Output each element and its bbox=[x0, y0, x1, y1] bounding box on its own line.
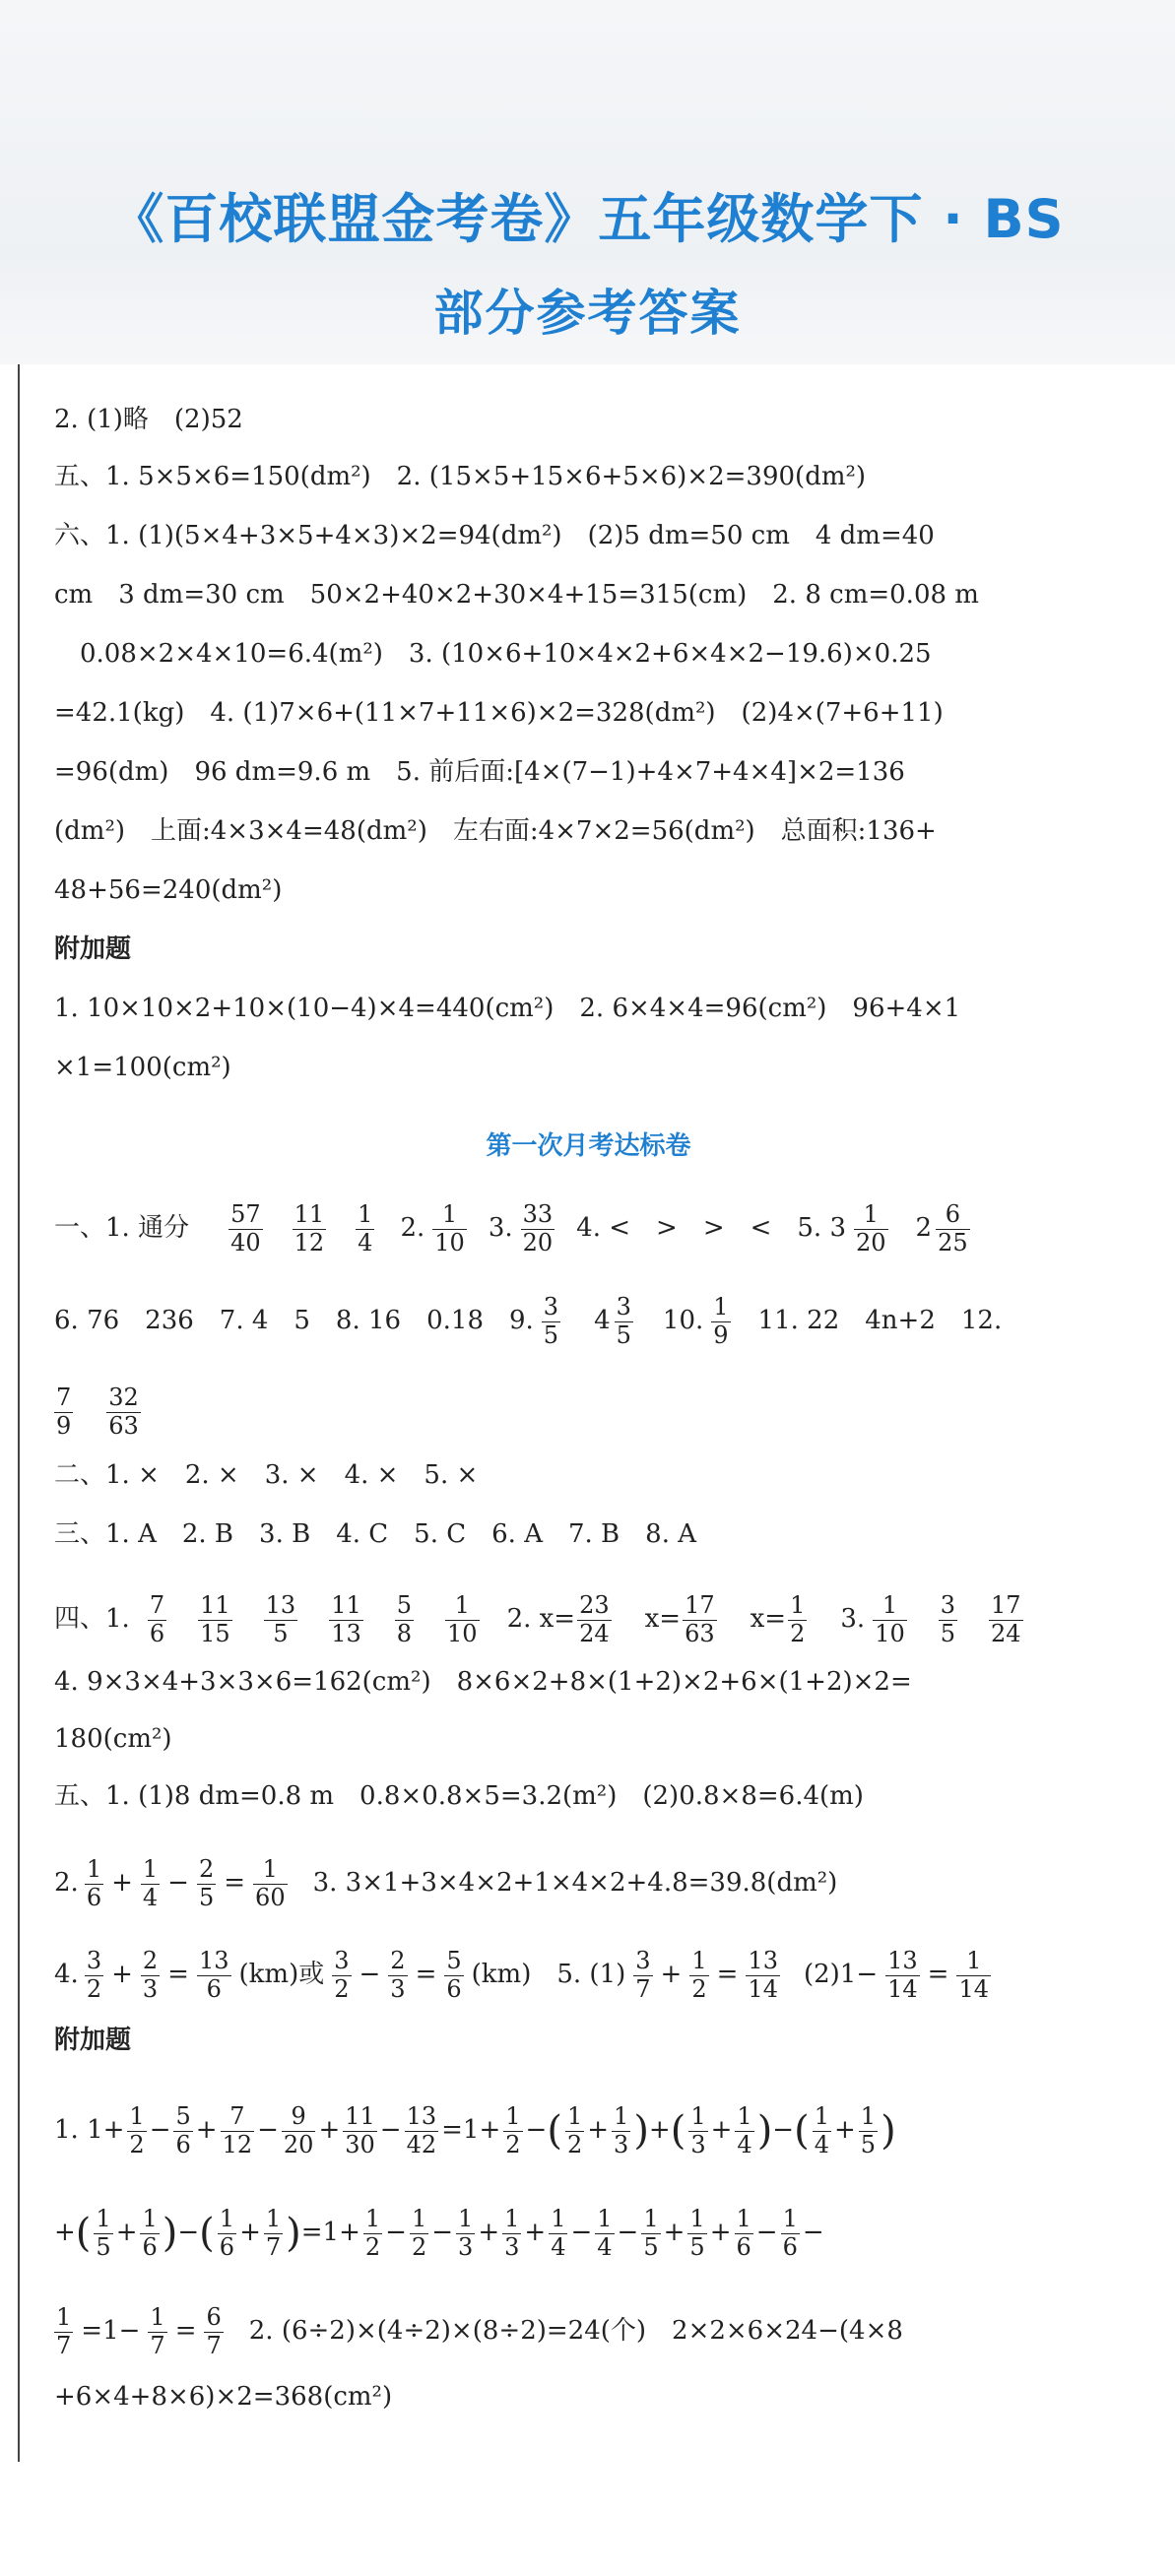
fraction: $\frac{13}{14}$ bbox=[887, 1946, 918, 2003]
left-paren: ( bbox=[199, 2211, 215, 2256]
fraction: $\frac{1}{3}$ bbox=[614, 2101, 629, 2158]
fraction: 3 2 bbox=[334, 1946, 350, 2003]
fraction: $\frac{1}{2}$ bbox=[411, 2204, 427, 2261]
fraction: 5 8 bbox=[396, 1590, 413, 1647]
section-title: 第一次月考达标卷 bbox=[486, 1131, 691, 1161]
answer-line: =42.1(kg) 4. (1)7×6+(11×7+11×6)×2=328(dm²) (2)4×(7+6+11) bbox=[54, 698, 944, 728]
fraction: 11 12 bbox=[294, 1199, 325, 1256]
fraction: 1 9 bbox=[713, 1292, 729, 1349]
fraction: 1 5 bbox=[96, 2204, 111, 2261]
right-paren: ) bbox=[756, 2108, 773, 2154]
fraction: 57 40 bbox=[230, 1199, 261, 1256]
fraction: 1 10 bbox=[447, 1590, 478, 1647]
left-paren: ( bbox=[670, 2108, 686, 2154]
answer-line: 2. (1)略 (2)52 bbox=[54, 405, 243, 434]
answer-line: $\frac{1}{7}$ =1− $\frac{1}{7}$ = $\frac{6}{7}$ 2. (6÷2)×(4÷2)×(8÷2)=24(个) 2×2×6×24−(4×8 bbox=[56, 2302, 903, 2359]
fraction: $\frac{1}{6}$ bbox=[736, 2204, 751, 2261]
fraction: $\frac{11}{30}$ bbox=[345, 2101, 375, 2158]
answer-line: 2. 1 6 + $\frac{1}{4}$ − $\frac{2}{5}$ = $\frac{1}{60}$ 3. 3×1+3×4×2+1×4×2+4.8=39.8(dm²) bbox=[54, 1854, 838, 1911]
fraction: $\frac{23}{24}$ bbox=[579, 1590, 610, 1647]
margin-line bbox=[18, 364, 20, 2462]
fraction: $\frac{1}{14}$ bbox=[958, 1946, 990, 2003]
answer-line: 二、1. × 2. × 3. × 4. × 5. × bbox=[54, 1460, 479, 1490]
fraction: $\frac{1}{7}$ bbox=[265, 2204, 282, 2261]
answer-line: 1. 10×10×2+10×(10−4)×4=440(cm²) 2. 6×4×4=96(cm²) 96+4×1 bbox=[54, 994, 961, 1023]
fraction: 1 6 bbox=[86, 1854, 102, 1911]
answer-line: 六、1. (1)(5×4+3×5+4×3)×2=94(dm²) (2)5 dm=50 cm 4 dm=40 bbox=[54, 521, 935, 550]
fraction: 3 5 bbox=[543, 1292, 559, 1349]
page-title: 《百校联盟金考卷》五年级数学下 · BS bbox=[110, 188, 1065, 250]
answer-line: 0.08×2×4×10=6.4(m²) 3. (10×6+10×4×2+6×4×2−19.6)×0.25 bbox=[80, 639, 932, 669]
fraction: 32 63 bbox=[108, 1383, 139, 1440]
fraction: $\frac{1}{5}$ bbox=[643, 2204, 659, 2261]
fraction: 33 20 bbox=[522, 1199, 554, 1256]
page-subtitle: 部分参考答案 bbox=[433, 285, 742, 342]
answer-line: 4. 9×3×4+3×3×6=162(cm²) 8×6×2+8×(1+2)×2+6×(1+2)×2= bbox=[54, 1667, 912, 1697]
fraction: $\frac{2}{5}$ bbox=[198, 1854, 215, 1911]
fraction: $\frac{5}{6}$ bbox=[175, 2101, 191, 2158]
fraction: 11 13 bbox=[331, 1590, 361, 1647]
fraction: $\frac{1}{2}$ bbox=[505, 2101, 521, 2158]
left-paren: ( bbox=[547, 2108, 562, 2154]
fraction: $\frac{7}{12}$ bbox=[222, 2101, 253, 2158]
fraction: 1 3 bbox=[690, 2101, 706, 2158]
answer-line: 三、1. A 2. B 3. B 4. C 5. C 6. A 7. B 8. A bbox=[54, 1519, 697, 1549]
fraction: 3 5 bbox=[940, 1590, 956, 1647]
answer-line: 四、1. 7 6 11 15 13 5 11 13 5 8 1 10 2. x= $\frac{23}{24}$ x= $\frac{17}{63}$ x= $\frac{1}{2}$ 3. 1 10 3 5 17 24 bbox=[54, 1590, 1021, 1647]
answer-line: + ( 1 5 + $\frac{1}{6}$ ) − ( 1 6 + $\frac{1}{7}$ ) =1+ $\frac{1}{2}$ − $\frac{1}{2}$ − $\frac{1}{3}$ + $\frac{1}{3}$ + $\frac{1}{4}$ − $\frac{1}{4}$ − $\frac{1}{5}$ + $\frac{1}{5}$ + $\frac{1}{6}$ − $\frac{1}{6}$ − bbox=[54, 2204, 824, 2261]
fraction: $\frac{1}{6}$ bbox=[782, 2204, 798, 2261]
answer-line: (dm²) 上面:4×3×4=48(dm²) 左右面:4×7×2=56(dm²) 总面积:136+ bbox=[54, 816, 937, 846]
fraction: 1 6 bbox=[219, 2204, 235, 2261]
fraction: $\frac{9}{20}$ bbox=[283, 2101, 314, 2158]
fraction: $\frac{5}{6}$ bbox=[446, 1946, 462, 2003]
fraction: $\frac{1}{5}$ bbox=[689, 2204, 705, 2261]
right-paren: ) bbox=[162, 2211, 178, 2256]
fraction: $\frac{1}{2}$ bbox=[691, 1946, 707, 2003]
fraction: 7 9 bbox=[56, 1383, 72, 1440]
answer-line: 一、1. 通分 57 40 11 12 1 4 2. 1 10 3. 33 20 4. < > > < 5. 3 1 20 2 6 25 bbox=[54, 1199, 968, 1256]
fraction: 3 2 bbox=[86, 1946, 102, 2003]
fraction: 7 6 bbox=[149, 1590, 165, 1647]
answer-line bbox=[54, 1367, 1123, 1457]
fraction: $\frac{2}{3}$ bbox=[142, 1946, 159, 2003]
fraction: $\frac{1}{2}$ bbox=[129, 2101, 145, 2158]
fraction: $\frac{13}{14}$ bbox=[748, 1946, 778, 2003]
right-paren: ) bbox=[286, 2211, 301, 2256]
fraction: $\frac{1}{4}$ bbox=[142, 1854, 159, 1911]
fraction: $\frac{1}{7}$ bbox=[150, 2302, 165, 2359]
fraction: 3 7 bbox=[635, 1946, 651, 2003]
fraction: $\frac{1}{4}$ bbox=[737, 2101, 752, 2158]
fraction: $\frac{1}{4}$ bbox=[597, 2204, 613, 2261]
answer-line: 1. 1+ $\frac{1}{2}$ − $\frac{5}{6}$ + $\frac{7}{12}$ − $\frac{9}{20}$ + $\frac{11}{30}$ − $\frac{13}{42}$ =1+ $\frac{1}{2}$ − ( 1 2 + $\frac{1}{3}$ ) + ( 1 3 + $\frac{1}{4}$ ) − ( 1 4 + $\frac{1}{5}$ ) bbox=[54, 2101, 896, 2158]
answer-line: 五、1. (1)8 dm=0.8 m 0.8×0.8×5=3.2(m²) (2)0.8×8=6.4(m) bbox=[54, 1781, 864, 1811]
fraction: 1 10 bbox=[875, 1590, 905, 1647]
fraction: $\frac{1}{4}$ bbox=[551, 2204, 566, 2261]
fraction: $\frac{6}{7}$ bbox=[206, 2302, 222, 2359]
fraction: 11 15 bbox=[200, 1590, 230, 1647]
answer-line: +6×4+8×6)×2=368(cm²) bbox=[54, 2382, 393, 2412]
fraction: $\frac{1}{60}$ bbox=[255, 1854, 286, 1911]
left-paren: ( bbox=[75, 2211, 92, 2256]
fraction: 1 10 bbox=[434, 1199, 465, 1256]
fraction: $\frac{1}{6}$ bbox=[142, 2204, 158, 2261]
answer-content bbox=[54, 402, 1123, 2438]
answer-line: ×1=100(cm²) bbox=[54, 1053, 231, 1082]
answer-line: 180(cm²) bbox=[54, 1724, 172, 1754]
fraction: 13 5 bbox=[265, 1590, 296, 1647]
fraction: $\frac{1}{3}$ bbox=[504, 2204, 520, 2261]
fraction: 17 24 bbox=[991, 1590, 1021, 1647]
extra-questions-label: 附加题 bbox=[54, 2026, 132, 2055]
fraction: 1 20 bbox=[856, 1199, 886, 1256]
fraction: 1 4 bbox=[814, 2101, 829, 2158]
answer-line: cm 3 dm=30 cm 50×2+40×2+30×4+15=315(cm) 2. 8 cm=0.08 m bbox=[54, 580, 979, 610]
extra-questions-label: 附加题 bbox=[54, 934, 132, 964]
right-paren: ) bbox=[881, 2108, 896, 2154]
header-banner bbox=[0, 0, 1175, 364]
answer-line: 6. 76 236 7. 4 5 8. 16 0.18 9. 3 5 4 3 5 10. 1 9 11. 22 4n+2 12. bbox=[54, 1292, 1003, 1349]
fraction: $\frac{1}{2}$ bbox=[364, 2204, 381, 2261]
fraction: $\frac{1}{3}$ bbox=[458, 2204, 474, 2261]
fraction: $\frac{13}{42}$ bbox=[406, 2101, 437, 2158]
fraction: $\frac{1}{7}$ bbox=[56, 2302, 72, 2359]
fraction: $\frac{2}{3}$ bbox=[390, 1946, 406, 2003]
right-paren: ) bbox=[633, 2108, 649, 2154]
answer-text: 一、1. 通分 bbox=[54, 1213, 190, 1244]
fraction: 1 4 bbox=[358, 1199, 373, 1256]
fraction: 3 5 bbox=[616, 1292, 631, 1349]
fraction: $\frac{13}{6}$ bbox=[198, 1946, 229, 2003]
fraction: $\frac{17}{63}$ bbox=[685, 1590, 715, 1647]
fraction: 1 2 bbox=[566, 2101, 583, 2158]
answer-line: =96(dm) 96 dm=9.6 m 5. 前后面:[4×(7−1)+4×7+4×4]×2=136 bbox=[54, 757, 905, 787]
fraction: $\frac{1}{2}$ bbox=[790, 1590, 806, 1647]
answer-line: 48+56=240(dm²) bbox=[54, 875, 283, 905]
answer-line: 4. 3 2 + $\frac{2}{3}$ = $\frac{13}{6}$ (km)或 3 2 − $\frac{2}{3}$ = $\frac{5}{6}$ (km) 5. (1) 3 7 + $\frac{1}{2}$ = $\frac{13}{14}$ (2)1− $\frac{13}{14}$ = $\frac{1}{14}$ bbox=[54, 1946, 990, 2003]
fraction: $\frac{1}{5}$ bbox=[860, 2101, 877, 2158]
left-paren: ( bbox=[794, 2108, 810, 2154]
answer-line: 五、1. 5×5×6=150(dm²) 2. (15×5+15×6+5×6)×2=390(dm²) bbox=[54, 462, 867, 491]
fraction: 6 25 bbox=[938, 1199, 968, 1256]
